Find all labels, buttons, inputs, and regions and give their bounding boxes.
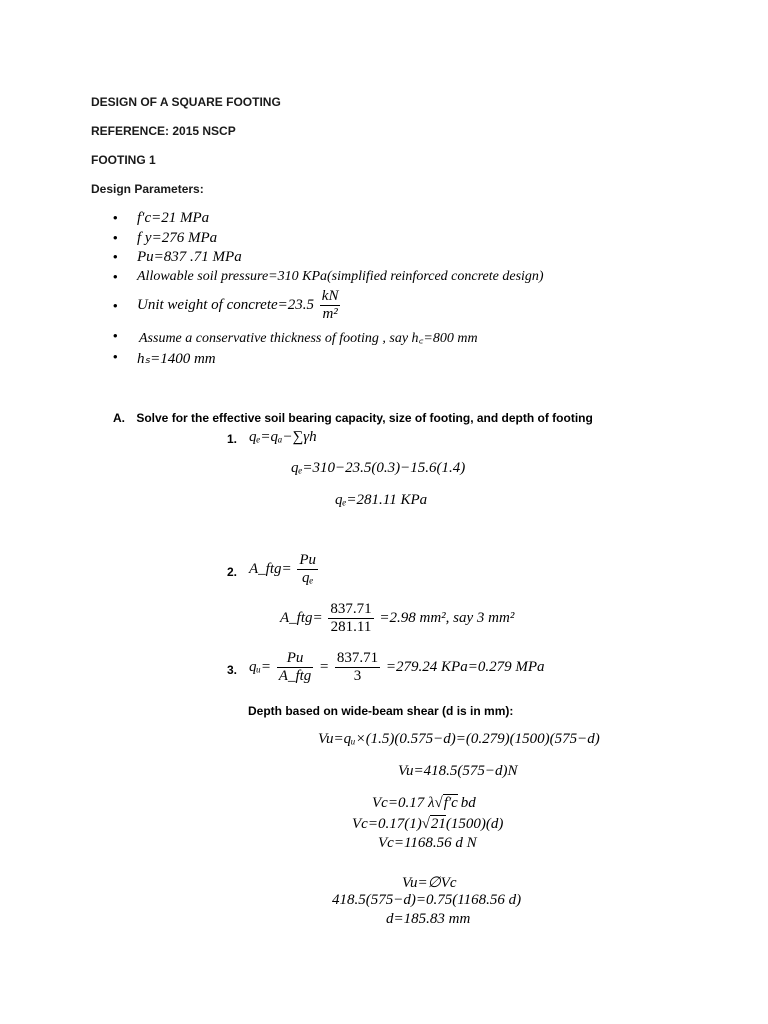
design-parameters-heading: Design Parameters: (91, 182, 204, 196)
bullet-dot: • (113, 269, 118, 284)
vc-sub-prefix: Vc=0.17(1) (352, 816, 422, 832)
vc-sub-suffix: (1500)(d) (445, 816, 504, 832)
shear-vc-formula (372, 795, 476, 812)
step-3-denominator: A_ftg (278, 668, 312, 684)
shear-vu-simplified: Vu=418.5(575−d)N (398, 763, 518, 779)
step-1-substitution: qₑ=310−23.5(0.3)−15.6(1.4) (291, 460, 466, 476)
document-title: DESIGN OF A SQUARE FOOTING (91, 95, 281, 109)
vc-formula-radicand: f′c (443, 795, 458, 811)
sqrt-symbol: √ (421, 816, 430, 832)
step-2-denominator: qₑ (297, 569, 318, 587)
step-3-numerator: Pu (286, 650, 304, 666)
unit-weight-prefix: Unit weight of concrete=23.5 (137, 297, 315, 313)
step-2-calc-result: =2.98 mm², say 3 mm² (379, 610, 515, 626)
step-2-calc-lhs: A_ftg= (280, 610, 323, 626)
step-1-result: qₑ=281.11 KPa (335, 492, 428, 508)
step-2-calc-denominator: 281.11 (328, 618, 373, 636)
shear-vc-substitution (352, 816, 503, 833)
bullet-dot: • (113, 349, 118, 364)
param-thickness: Assume a conservative thickness of footing , say h꜀=800 mm (139, 331, 478, 346)
step-2-lhs: A_ftg= (249, 561, 292, 577)
shear-equality: Vu=∅Vc (402, 875, 457, 891)
step-3-numeric-numerator: 837.71 (336, 650, 379, 666)
unit-weight-numerator: kN (321, 288, 339, 304)
shear-vu-formula: Vu=qᵤ×(1.5)(0.575−d)=(0.279)(1500)(575−d) (318, 731, 600, 747)
reference-line: REFERENCE: 2015 NSCP (91, 124, 236, 138)
step-3-formula: qᵤ= $\frac{Pu}{\text{A\_ftg}}$ = $\frac{837.71}{3}$ =279.24 KPa=0.279 MPa (249, 650, 545, 684)
step-2-fraction (297, 552, 318, 587)
sqrt-symbol: √ (434, 795, 443, 811)
step-3-lhs: qᵤ= (249, 659, 272, 675)
wide-beam-heading: Depth based on wide-beam shear (d is in mm): (248, 704, 514, 718)
step-3-result: =279.24 KPa=0.279 MPa (385, 659, 545, 675)
bullet-dot: • (113, 249, 118, 264)
param-hs: hₛ=1400 mm (137, 351, 216, 367)
bullet-dot: • (113, 210, 118, 225)
step-2-calculation (280, 601, 514, 636)
param-soil-pressure: Allowable soil pressure=310 KPa(simplified reinforced concrete design) (137, 269, 544, 284)
param-unit-weight (137, 288, 342, 323)
step-3-number: 3. (227, 663, 238, 677)
step-2-number: 2. (227, 565, 238, 579)
vc-formula-suffix: bd (460, 795, 476, 811)
step-3-numeric-denominator: 3 (335, 667, 380, 685)
param-fy: f y=276 MPa (137, 230, 218, 246)
shear-vc-result: Vc=1168.56 d N (378, 835, 477, 851)
step-3-fraction-numeric (335, 650, 380, 685)
param-pu: Pu=837 .71 MPa (137, 249, 242, 265)
shear-equation: 418.5(575−d)=0.75(1168.56 d) (332, 892, 522, 908)
vc-sub-radicand: 21 (430, 816, 446, 832)
step-2-calc-numerator: 837.71 (330, 601, 372, 617)
section-a-heading (113, 411, 593, 425)
bullet-dot: • (113, 230, 118, 245)
section-a-title: Solve for the effective soil bearing capacity, size of footing, and depth of footing (136, 411, 593, 425)
depth-result: d=185.83 mm (386, 911, 471, 927)
bullet-dot: • (113, 298, 118, 313)
vc-formula-prefix: Vc=0.17 λ (372, 795, 435, 811)
step-1-number: 1. (227, 432, 238, 446)
step-2-numerator: Pu (299, 552, 317, 568)
unit-weight-fraction (320, 288, 341, 323)
step-1-formula: qₑ=qₐ−∑γh (249, 429, 317, 445)
step-3-fraction-symbolic (277, 650, 314, 685)
bullet-dot: • (113, 328, 118, 343)
footing-label: FOOTING 1 (91, 153, 156, 167)
step-2-calc-fraction (328, 601, 373, 636)
param-fc: f′c=21 MPa (137, 210, 210, 226)
step-2-formula (249, 552, 320, 587)
section-a-label: A. (113, 411, 125, 425)
unit-weight-denominator: m² (320, 305, 341, 323)
